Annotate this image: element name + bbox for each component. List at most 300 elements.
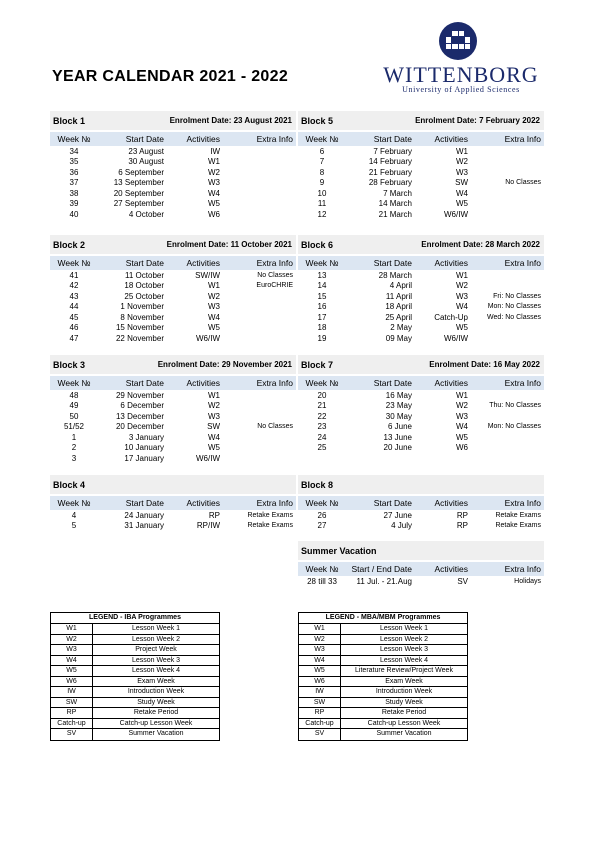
legend-title: LEGEND - MBA/MBM Programmes [299,613,467,624]
cell-activity: W1 [208,390,220,400]
column-header-extra: Extra Info [504,134,541,144]
block-header [298,475,544,494]
enrolment-date: Enrolment Date: 11 October 2021 [166,240,292,249]
block-title: Block 7 [301,359,334,370]
cell-week: 15 [317,291,327,301]
legend-row [51,687,219,698]
cell-start: 30 August [128,157,164,167]
cell-start: 7 February [373,146,412,156]
column-header-week: Week № [305,498,339,508]
cell-week: 20 [317,390,327,400]
column-header-activities: Activities [186,134,220,144]
legend-meaning: Lesson Week 4 [131,667,181,674]
legend-row [299,677,467,688]
cell-start: 7 March [383,188,412,198]
legend-meaning: Catch-up Lesson Week [367,719,441,727]
cell-extra: Retake Exams [247,511,293,519]
cell-start: 20 September [113,188,164,198]
column-header-activities: Activities [434,378,468,388]
cell-start: 23 August [128,146,164,156]
legend-row [299,729,467,740]
cell-week: 13 [317,270,327,280]
cell-activity: W4 [208,432,220,442]
cell-week: 16 [317,302,327,312]
cell-week: 34 [69,146,79,156]
table-row [50,510,296,521]
block-header [50,475,296,494]
cell-extra: Mon: No Classes [487,423,541,431]
cell-start: 4 April [389,281,412,291]
cell-start: 09 May [385,333,412,343]
cell-start: 20 June [383,443,412,453]
legend-meaning: Catch-up Lesson Week [119,719,193,727]
column-header-extra: Extra Info [504,258,541,268]
legend-code: W2 [51,635,93,645]
table-row [298,323,544,334]
legend-row [51,677,219,688]
cell-activity: SV [457,576,468,586]
legend-meaning: Exam Week [385,677,423,685]
table-row [50,390,296,401]
legend-code: IW [51,687,93,697]
cell-start: 6 September [118,167,164,177]
column-header-activities: Activities [434,134,468,144]
cell-start: 14 March [378,199,412,209]
column-header-row [298,376,544,390]
cell-start: 27 June [383,510,412,520]
cell-start: 4 July [391,521,412,531]
table-row [298,209,544,220]
block-title: Block 1 [53,115,86,126]
column-header-week: Week № [57,378,91,388]
cell-week: 42 [69,281,79,291]
cell-week: 18 [317,323,327,333]
legend-meaning: Study Week [385,698,423,706]
cell-start: 6 June [387,422,412,432]
cell-activity: W2 [456,401,468,411]
cell-start: 4 October [128,209,164,219]
cell-activity: W1 [456,390,468,400]
cell-activity: W3 [456,167,468,177]
table-row [298,178,544,189]
column-header-extra: Extra Info [256,258,293,268]
cell-extra: EuroCHRIE [256,282,293,290]
enrolment-date: Enrolment Date: 28 March 2022 [421,240,540,249]
cell-week: 38 [69,188,79,198]
legend-row [299,666,467,677]
legend-code: Catch-up [299,719,341,729]
cell-extra: Retake Exams [495,511,541,519]
legend-code: RP [299,708,341,718]
cell-start: 15 November [115,323,164,333]
cell-week: 2 [71,443,77,453]
cell-start: 27 September [113,199,164,209]
logo-subtitle: University of Applied Sciences [402,85,520,94]
legend-row [299,698,467,709]
legend-meaning: Project Week [135,646,177,653]
legend-row [51,698,219,709]
cell-week: 11 [317,199,327,209]
table-row [298,167,544,178]
legend-meaning: Literature Review/Project Week [355,667,453,674]
table-row [298,401,544,412]
column-header-row [50,376,296,390]
table-row [50,422,296,433]
table-row [50,209,296,220]
column-header-extra: Extra Info [504,378,541,388]
cell-start: 13 June [383,432,412,442]
cell-start: 28 March [378,270,412,280]
legend-code: W5 [51,666,93,676]
block-title: Summer Vacation [301,545,377,556]
column-header-extra: Extra Info [504,564,541,574]
table-row [50,453,296,464]
legend-code: W1 [51,624,93,634]
legend-meaning: Introduction Week [127,688,185,695]
cell-activity: SW [207,422,220,432]
cell-week: 17 [317,312,327,322]
cell-week: 39 [69,199,79,209]
legend-meaning: Lesson Week 2 [379,635,429,643]
cell-start: 21 February [368,167,412,177]
cell-week: 26 [317,510,327,520]
cell-week: 25 [317,443,327,453]
cell-week: 28 till 33 [307,576,337,586]
cell-extra: No Classes [257,423,293,431]
legend-code: SW [51,698,93,708]
cell-activity: W2 [208,167,220,177]
cell-activity: W6 [208,209,220,219]
logo-emblem-icon [439,22,477,60]
university-logo [376,22,546,98]
cell-activity: W1 [208,157,220,167]
cell-week: 37 [69,178,79,188]
cell-start: 13 September [113,178,164,188]
cell-week: 12 [317,209,327,219]
legend-meaning: Study Week [137,698,175,706]
cell-week: 14 [317,281,327,291]
cell-extra: Holidays [514,577,541,585]
cell-activity: SW/IW [195,270,220,280]
cell-activity: W4 [456,302,468,312]
cell-start: 25 April [385,312,412,322]
legend-meaning: Lesson Week 3 [379,646,429,653]
calendar-block [50,111,296,220]
legend-code: W6 [51,677,93,687]
cell-week: 1 [71,432,77,442]
legend-code: IW [299,687,341,697]
legend-code: SW [299,698,341,708]
column-header-extra: Extra Info [256,498,293,508]
legend-meaning: Retake Period [133,709,179,716]
cell-extra: Fri: No Classes [493,292,541,300]
cell-week: 49 [69,401,79,411]
column-header-week: Week № [57,258,91,268]
table-row [298,510,544,521]
cell-week: 46 [69,323,79,333]
cell-activity: W5 [456,199,468,209]
cell-activity: W4 [456,188,468,198]
legend-row [51,645,219,656]
table-row [298,576,544,587]
cell-week: 3 [71,453,77,463]
column-header-week: Week № [57,498,91,508]
cell-activity: W5 [456,323,468,333]
legend-code: W3 [51,645,93,655]
cell-activity: Catch-Up [434,312,468,322]
column-header-start: Start Date [373,498,412,508]
cell-activity: RP [456,510,468,520]
cell-start: 18 April [385,302,412,312]
table-row [50,281,296,292]
table-row [298,199,544,210]
legend-table [50,612,220,741]
table-row [298,390,544,401]
cell-start: 28 February [368,178,412,188]
cell-week: 4 [71,510,77,520]
legend-code: Catch-up [51,719,93,729]
cell-activity: SW [455,178,468,188]
cell-start: 6 December [120,401,164,411]
cell-start: 18 October [124,281,164,291]
column-header-row [298,256,544,270]
legend-row [51,729,219,740]
cell-extra: Retake Exams [495,522,541,530]
cell-activity: W5 [208,323,220,333]
table-row [50,146,296,157]
table-row [298,188,544,199]
legend-meaning: Lesson Week 1 [379,625,429,632]
legend-code: RP [51,708,93,718]
column-header-week: Week № [305,258,339,268]
column-header-extra: Extra Info [504,498,541,508]
legend-code: W6 [299,677,341,687]
cell-week: 23 [317,422,327,432]
block-title: Block 8 [301,479,334,490]
legend-row [51,656,219,667]
column-header-row [50,496,296,510]
table-row [298,312,544,323]
block-title: Block 6 [301,239,334,250]
block-header [50,355,296,374]
column-header-activities: Activities [434,258,468,268]
legend-row [51,708,219,719]
table-row [50,521,296,532]
cell-activity: W4 [208,312,220,322]
column-header-activities: Activities [186,378,220,388]
legend-row [299,645,467,656]
table-row [298,281,544,292]
column-header-week: Week № [57,134,91,144]
legend-row [51,666,219,677]
legend-code: SV [51,729,93,740]
legend-row [51,719,219,730]
cell-start: 30 May [385,411,412,421]
table-row [50,432,296,443]
cell-start: 1 November [120,302,164,312]
calendar-block [298,111,544,220]
cell-activity: W6 [456,443,468,453]
table-row [50,178,296,189]
legend-code: W1 [299,624,341,634]
table-row [50,401,296,412]
column-header-row [50,132,296,146]
cell-activity: W1 [456,270,468,280]
legend-code: W3 [299,645,341,655]
table-row [298,291,544,302]
cell-activity: W3 [456,291,468,301]
cell-start: 29 November [115,390,164,400]
block-title: Block 3 [53,359,86,370]
cell-start: 10 January [124,443,164,453]
cell-start: 14 February [368,157,412,167]
block-header [298,541,544,560]
legend-meaning: Introduction Week [375,688,433,695]
column-header-start: Start Date [373,378,412,388]
cell-activity: W4 [456,422,468,432]
cell-activity: W4 [208,188,220,198]
table-row [298,443,544,454]
cell-start: 11 April [385,291,412,301]
cell-extra: Wed: No Classes [487,313,541,321]
legend-meaning: Lesson Week 1 [131,625,181,632]
column-header-start: Start Date [373,258,412,268]
column-header-start: Start Date [125,258,164,268]
column-header-start: Start Date [125,498,164,508]
cell-start: 2 May [390,323,412,333]
legend-meaning: Summer Vacation [128,730,184,737]
block-header [50,235,296,254]
column-header-row [298,496,544,510]
table-row [50,302,296,313]
cell-week: 50 [69,411,79,421]
legend-row [299,719,467,730]
cell-week: 43 [69,291,79,301]
page-title: YEAR CALENDAR 2021 - 2022 [52,68,289,85]
table-row [298,302,544,313]
cell-start: 11 October [125,270,164,280]
table-row [50,323,296,334]
cell-start: 25 October [124,291,164,301]
calendar-block [298,235,544,344]
cell-week: 22 [317,411,327,421]
cell-extra: Retake Exams [247,522,293,530]
cell-activity: W1 [456,146,468,156]
cell-week: 5 [71,521,77,531]
column-header-row [298,562,544,576]
table-row [298,411,544,422]
cell-week: 9 [319,178,325,188]
cell-week: 7 [319,157,325,167]
cell-week: 27 [317,521,327,531]
cell-start: 23 May [385,401,412,411]
cell-activity: W2 [208,291,220,301]
table-row [298,146,544,157]
cell-activity: W3 [208,411,220,421]
legend-row [299,687,467,698]
cell-start: 22 November [115,333,164,343]
column-header-week: Week № [305,564,339,574]
cell-activity: W2 [208,401,220,411]
table-row [50,333,296,344]
cell-activity: IW [210,146,220,156]
calendar-block [50,475,296,531]
column-header-extra: Extra Info [256,134,293,144]
legend-code: W4 [51,656,93,666]
cell-start: 21 March [378,209,412,219]
cell-start: 20 December [115,422,164,432]
cell-week: 44 [69,302,79,312]
table-row [50,199,296,210]
cell-activity: RP/IW [196,521,220,531]
column-header-week: Week № [305,134,339,144]
block-header [298,111,544,130]
table-row [298,521,544,532]
table-row [50,411,296,422]
cell-activity: W5 [208,199,220,209]
column-header-extra: Extra Info [256,378,293,388]
cell-activity: RP [456,521,468,531]
legend-row [51,624,219,635]
cell-week: 6 [319,146,325,156]
legend-meaning: Summer Vacation [376,730,432,737]
calendar-block [298,475,544,531]
legend-code: W4 [299,656,341,666]
column-header-row [298,132,544,146]
cell-week: 21 [317,401,327,411]
enrolment-date: Enrolment Date: 29 November 2021 [157,360,292,369]
cell-activity: W1 [208,281,220,291]
logo-name: WITTENBORG [383,62,539,87]
cell-start: 3 January [128,432,164,442]
cell-extra: No Classes [505,179,541,187]
cell-activity: W2 [456,157,468,167]
column-header-activities: Activities [434,564,468,574]
cell-week: 24 [317,432,327,442]
table-row [50,291,296,302]
column-header-start: Start Date [373,134,412,144]
legend-meaning: Exam Week [137,677,175,685]
cell-week: 8 [319,167,325,177]
table-row [298,157,544,168]
block-title: Block 5 [301,115,334,126]
enrolment-date: Enrolment Date: 7 February 2022 [415,116,540,125]
cell-week: 10 [317,188,327,198]
cell-week: 45 [69,312,79,322]
cell-activity: W6/IW [196,333,220,343]
legend-row [299,635,467,646]
block-header [298,235,544,254]
legend-code: W2 [299,635,341,645]
cell-start: 16 May [385,390,412,400]
legend-row [299,656,467,667]
legend-row [299,708,467,719]
cell-week: 40 [69,209,79,219]
table-row [50,312,296,323]
cell-activity: W5 [208,443,220,453]
cell-start: 8 November [120,312,164,322]
cell-activity: W6/IW [196,453,220,463]
block-title: Block 2 [53,239,86,250]
legend-meaning: Lesson Week 4 [379,656,429,664]
column-header-row [50,256,296,270]
cell-week: 19 [317,333,327,343]
enrolment-date: Enrolment Date: 16 May 2022 [429,360,540,369]
legend-title: LEGEND - IBA Programmes [51,613,219,624]
legend-row [299,624,467,635]
cell-activity: W3 [208,178,220,188]
cell-activity: RP [208,510,220,520]
